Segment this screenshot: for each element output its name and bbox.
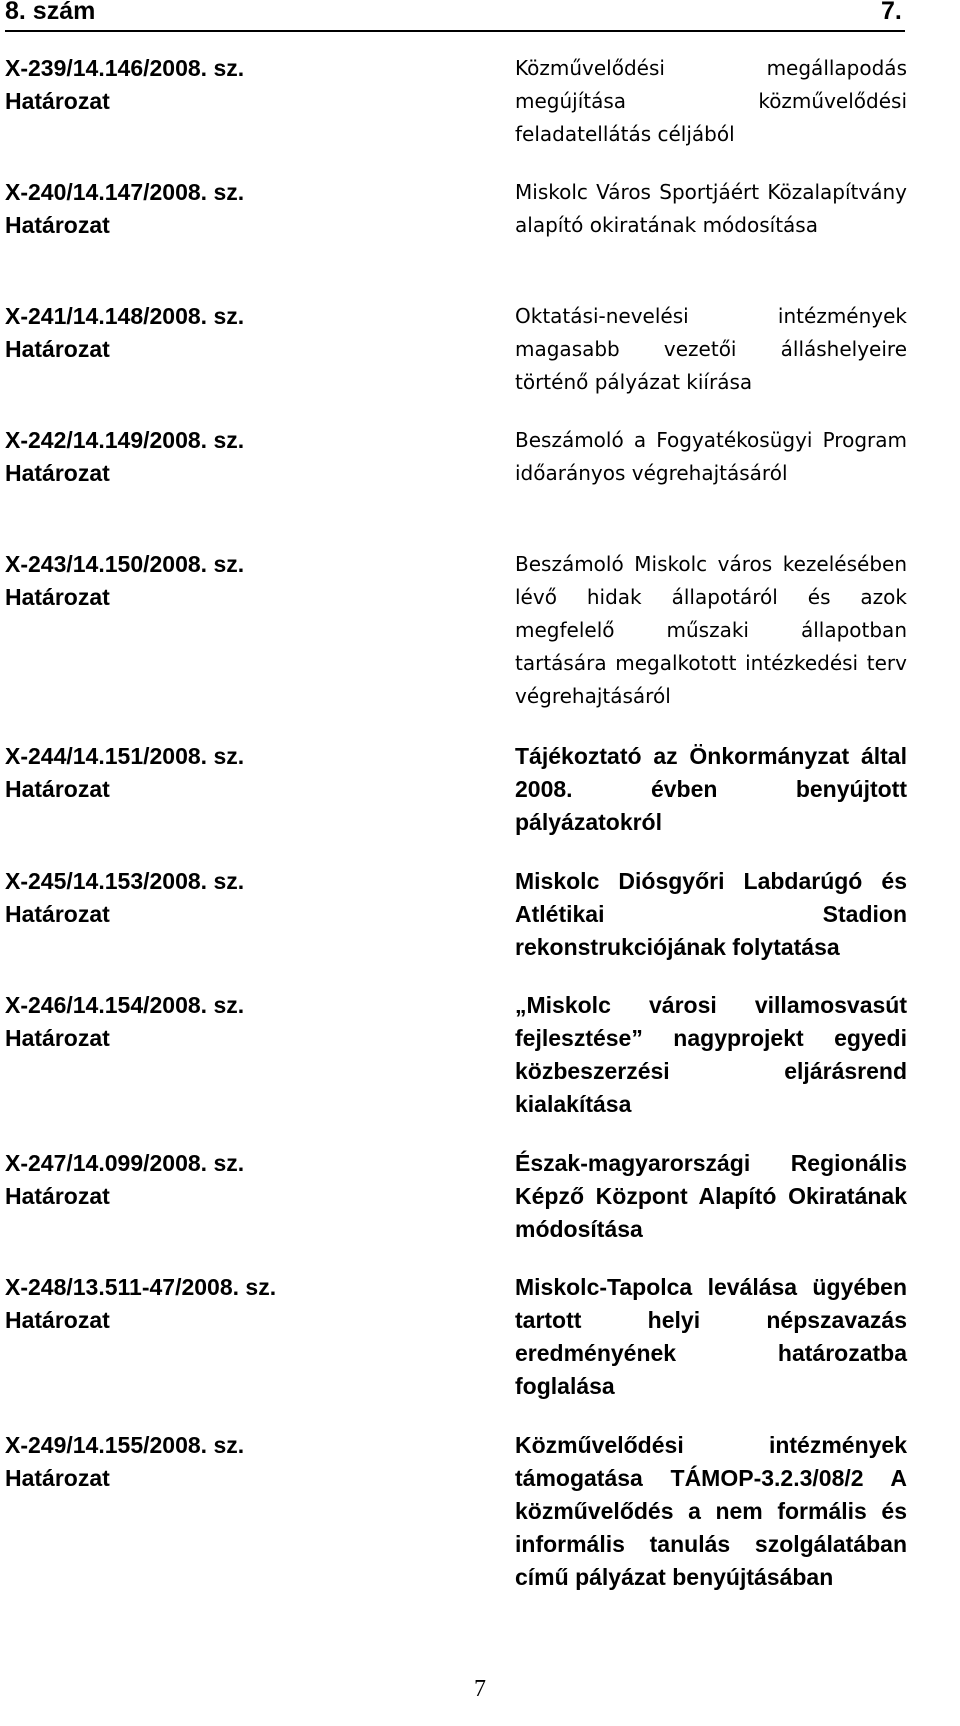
- resolution-kind: Határozat: [5, 88, 110, 114]
- resolution-title: „Miskolc városi villamosvasút fejlesztése” nagyprojekt egyedi közbeszerzési eljárásrend kialakítása: [515, 992, 907, 1117]
- footer-page-number: 7: [474, 1676, 486, 1702]
- resolution-number: X-244/14.151/2008. sz.: [5, 743, 245, 769]
- resolution-kind: Határozat: [5, 901, 110, 927]
- resolution-kind: Határozat: [5, 460, 110, 486]
- resolution-kind: Határozat: [5, 1307, 110, 1333]
- resolution-title: Tájékoztató az Önkormányzat által 2008. évben benyújtott pályázatokról: [515, 743, 907, 835]
- resolution-number: X-242/14.149/2008. sz.: [5, 427, 245, 453]
- resolution-title: Észak-magyarországi Regionális Képző Központ Alapító Okiratának módosítása: [515, 1150, 907, 1242]
- resolution-title: Beszámoló Miskolc város kezelésében lévő hidak állapotáról és azok megfelelő műszaki állapotban tartására megalkotott intézkedési terv végrehajtásáról: [515, 552, 907, 708]
- resolution-kind: Határozat: [5, 1025, 110, 1051]
- resolution-number: X-247/14.099/2008. sz.: [5, 1150, 245, 1176]
- resolution-kind: Határozat: [5, 1465, 110, 1491]
- resolution-title: Oktatási-nevelési intézmények magasabb vezetői álláshelyeire történő pályázat kiírása: [515, 304, 907, 394]
- resolution-kind: Határozat: [5, 776, 110, 802]
- resolution-number: X-243/14.150/2008. sz.: [5, 551, 245, 577]
- page-header: [5, 0, 905, 32]
- resolution-kind: Határozat: [5, 1183, 110, 1209]
- resolution-kind: Határozat: [5, 212, 110, 238]
- resolution-number: X-249/14.155/2008. sz.: [5, 1432, 245, 1458]
- resolution-title: Közművelődési megállapodás megújítása közművelődési feladatellátás céljából: [515, 56, 907, 146]
- header-page-number: 7.: [881, 0, 902, 25]
- resolution-number: X-246/14.154/2008. sz.: [5, 992, 245, 1018]
- resolution-number: X-240/14.147/2008. sz.: [5, 179, 245, 205]
- resolution-number: X-245/14.153/2008. sz.: [5, 868, 245, 894]
- resolution-number: X-248/13.511-47/2008. sz.: [5, 1274, 277, 1300]
- resolution-kind: Határozat: [5, 336, 110, 362]
- resolution-number: X-241/14.148/2008. sz.: [5, 303, 245, 329]
- resolution-title: Beszámoló a Fogyatékosügyi Program időarányos végrehajtásáról: [515, 428, 907, 485]
- issue-number: 8. szám: [5, 0, 96, 25]
- resolution-number: X-239/14.146/2008. sz.: [5, 55, 245, 81]
- resolution-title: Miskolc Diósgyőri Labdarúgó és Atlétikai Stadion rekonstrukciójának folytatása: [515, 868, 907, 960]
- resolution-title: Közművelődési intézmények támogatása TÁMOP-3.2.3/08/2 A közművelődés a nem formális és informális tanulás szolgálatában című pályázat benyújtásában: [515, 1432, 907, 1590]
- resolution-kind: Határozat: [5, 584, 110, 610]
- resolution-title: Miskolc-Tapolca leválása ügyében tartott helyi népszavazás eredményének határozatba foglalása: [515, 1274, 907, 1399]
- resolution-title: Miskolc Város Sportjáért Közalapítvány alapító okiratának módosítása: [515, 180, 907, 237]
